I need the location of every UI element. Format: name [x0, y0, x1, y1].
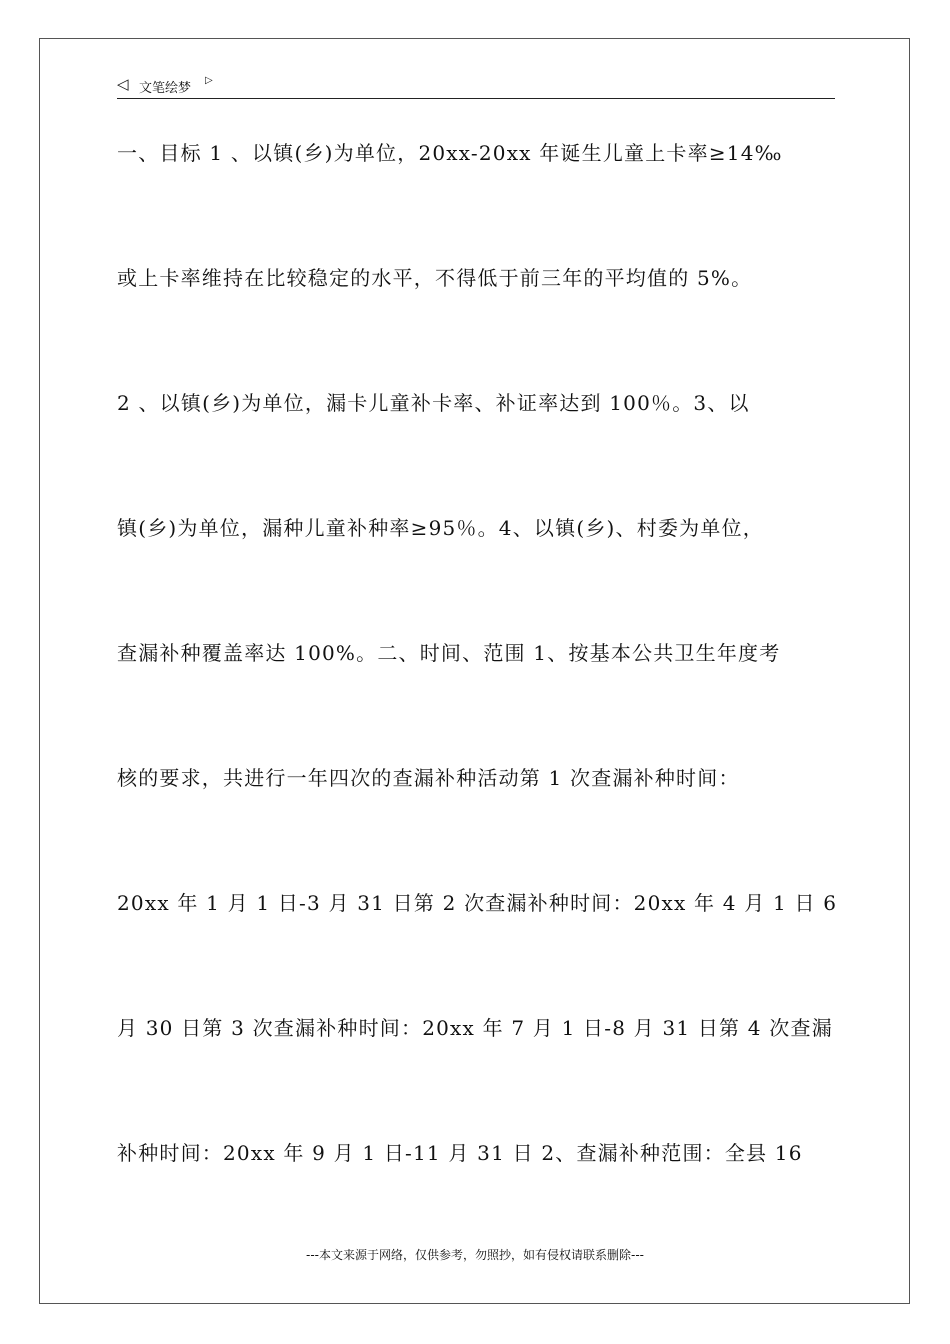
- header-title: 文笔绘梦: [139, 81, 192, 96]
- text-line-9: 补种时间：20xx 年 9 月 1 日-11 月 31 日 2、查漏补种范围：全县 16: [117, 1141, 803, 1165]
- text-line-2: 或上卡率维持在比较稳定的水平，不得低于前三年的平均值的 5%。: [117, 266, 753, 290]
- text-line-8: 月 30 日第 3 次查漏补种时间：20xx 年 7 月 1 日-8 月 31 日第 4 次查漏: [117, 1016, 833, 1040]
- footer-disclaimer: ---本文来源于网络，仅供参考，勿照抄，如有侵权请联系删除---: [306, 1248, 644, 1262]
- left-arrow-icon: ◁: [117, 75, 129, 93]
- text-line-4: 镇(乡)为单位，漏种儿童补种率≥95％。4、以镇(乡)、村委为单位，: [117, 516, 764, 540]
- text-line-6: 核的要求，共进行一年四次的查漏补种活动第 1 次查漏补种时间：: [117, 766, 740, 790]
- text-line-3: 2 、以镇(乡)为单位，漏卡儿童补卡率、补证率达到 100％。3、以: [117, 391, 750, 415]
- page-header: [117, 74, 835, 99]
- text-line-5: 查漏补种覆盖率达 100%。二、时间、范围 1、按基本公共卫生年度考: [117, 641, 781, 665]
- text-line-7: 20xx 年 1 月 1 日-3 月 31 日第 2 次查漏补种时间：20xx 年 4 月 1 日 6: [117, 891, 838, 915]
- text-line-1: 一、目标 1 、以镇(乡)为单位，20xx-20xx 年诞生儿童上卡率≥14‰: [117, 141, 783, 165]
- right-arrow-icon: ▷: [205, 75, 213, 86]
- page-frame: [39, 38, 910, 1304]
